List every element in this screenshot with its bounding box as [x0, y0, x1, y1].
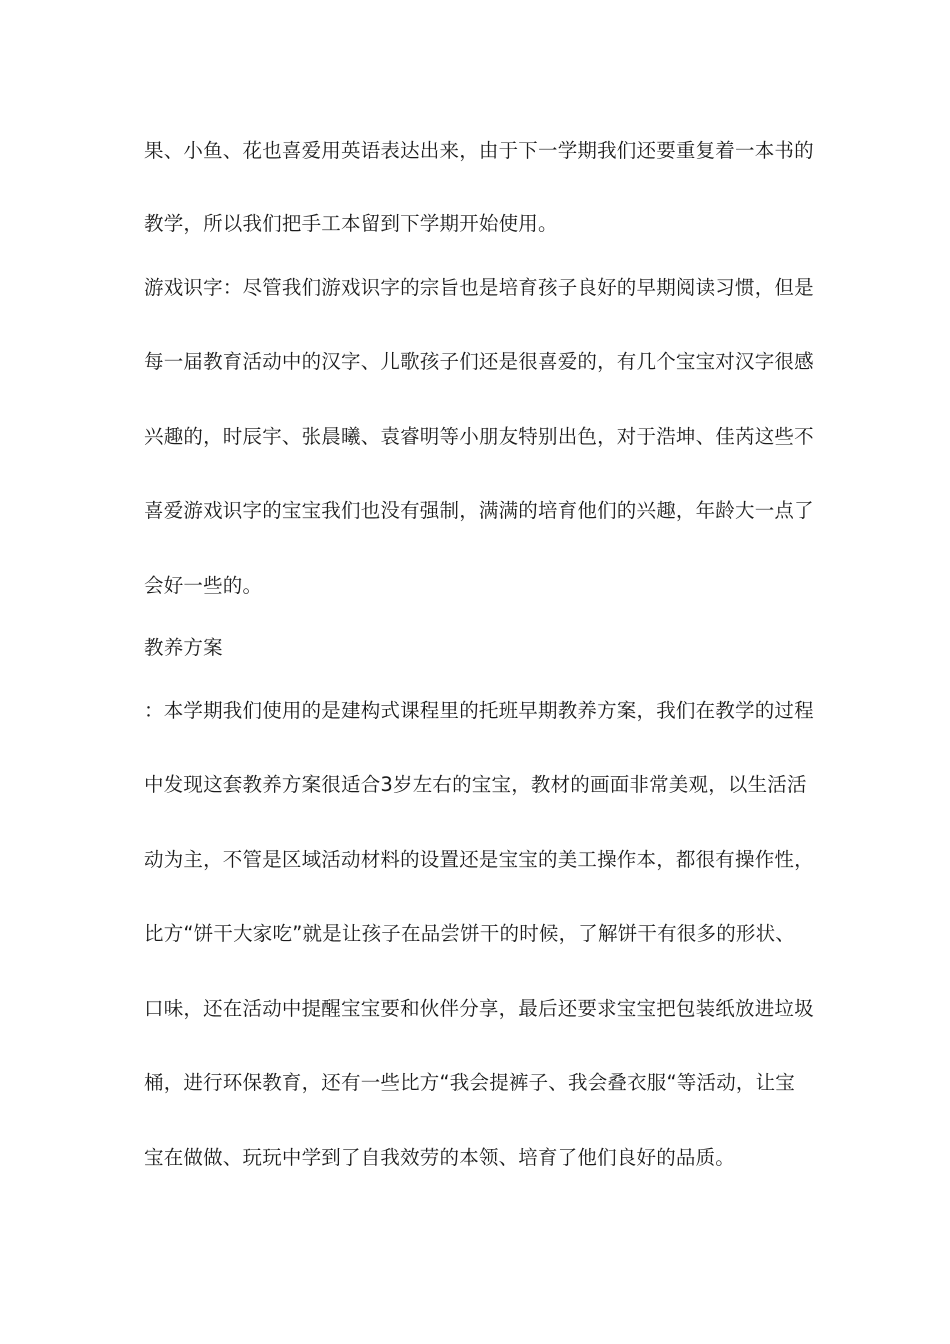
- paragraph-line: 兴趣的，时辰宇、张晨曦、袁睿明等小朋友特别出色，对于浩坤、佳芮这些不: [144, 425, 814, 448]
- paragraph-line: 游戏识字：尽管我们游戏识字的宗旨也是培育孩子良好的早期阅读习惯，但是: [144, 276, 814, 299]
- paragraph-line: 果、小鱼、花也喜爱用英语表达出来，由于下一学期我们还要重复着一本书的: [144, 139, 814, 162]
- paragraph-line: 教学，所以我们把手工本留到下学期开始使用。: [144, 212, 558, 235]
- paragraph-line: ：本学期我们使用的是建构式课程里的托班早期教养方案，我们在教学的过程: [144, 699, 814, 722]
- paragraph-line: 桶，进行环保教育，还有一些比方“我会提裤子、我会叠衣服“等活动，让宝: [144, 1071, 796, 1094]
- paragraph-line: 宝在做做、玩玩中学到了自我效劳的本领、培育了他们良好的品质。: [144, 1146, 736, 1169]
- paragraph-line: 中发现这套教养方案很适合3岁左右的宝宝，教材的画面非常美观，以生活活: [144, 773, 807, 796]
- paragraph-line: 喜爱游戏识字的宝宝我们也没有强制，满满的培育他们的兴趣，年龄大一点了: [144, 499, 814, 522]
- paragraph-line: 每一届教育活动中的汉字、儿歌孩子们还是很喜爱的，有几个宝宝对汉字很感: [144, 350, 814, 373]
- section-heading: 教养方案: [144, 636, 223, 659]
- paragraph-line: 会好一些的。: [144, 574, 263, 597]
- paragraph-line: 动为主，不管是区域活动材料的设置还是宝宝的美工操作本，都很有操作性，: [144, 848, 814, 871]
- paragraph-line: 比方“饼干大家吃”就是让孩子在品尝饼干的时候，了解饼干有很多的形状、: [144, 922, 796, 945]
- paragraph-line: 口味，还在活动中提醒宝宝要和伙伴分享，最后还要求宝宝把包装纸放进垃圾: [144, 997, 814, 1020]
